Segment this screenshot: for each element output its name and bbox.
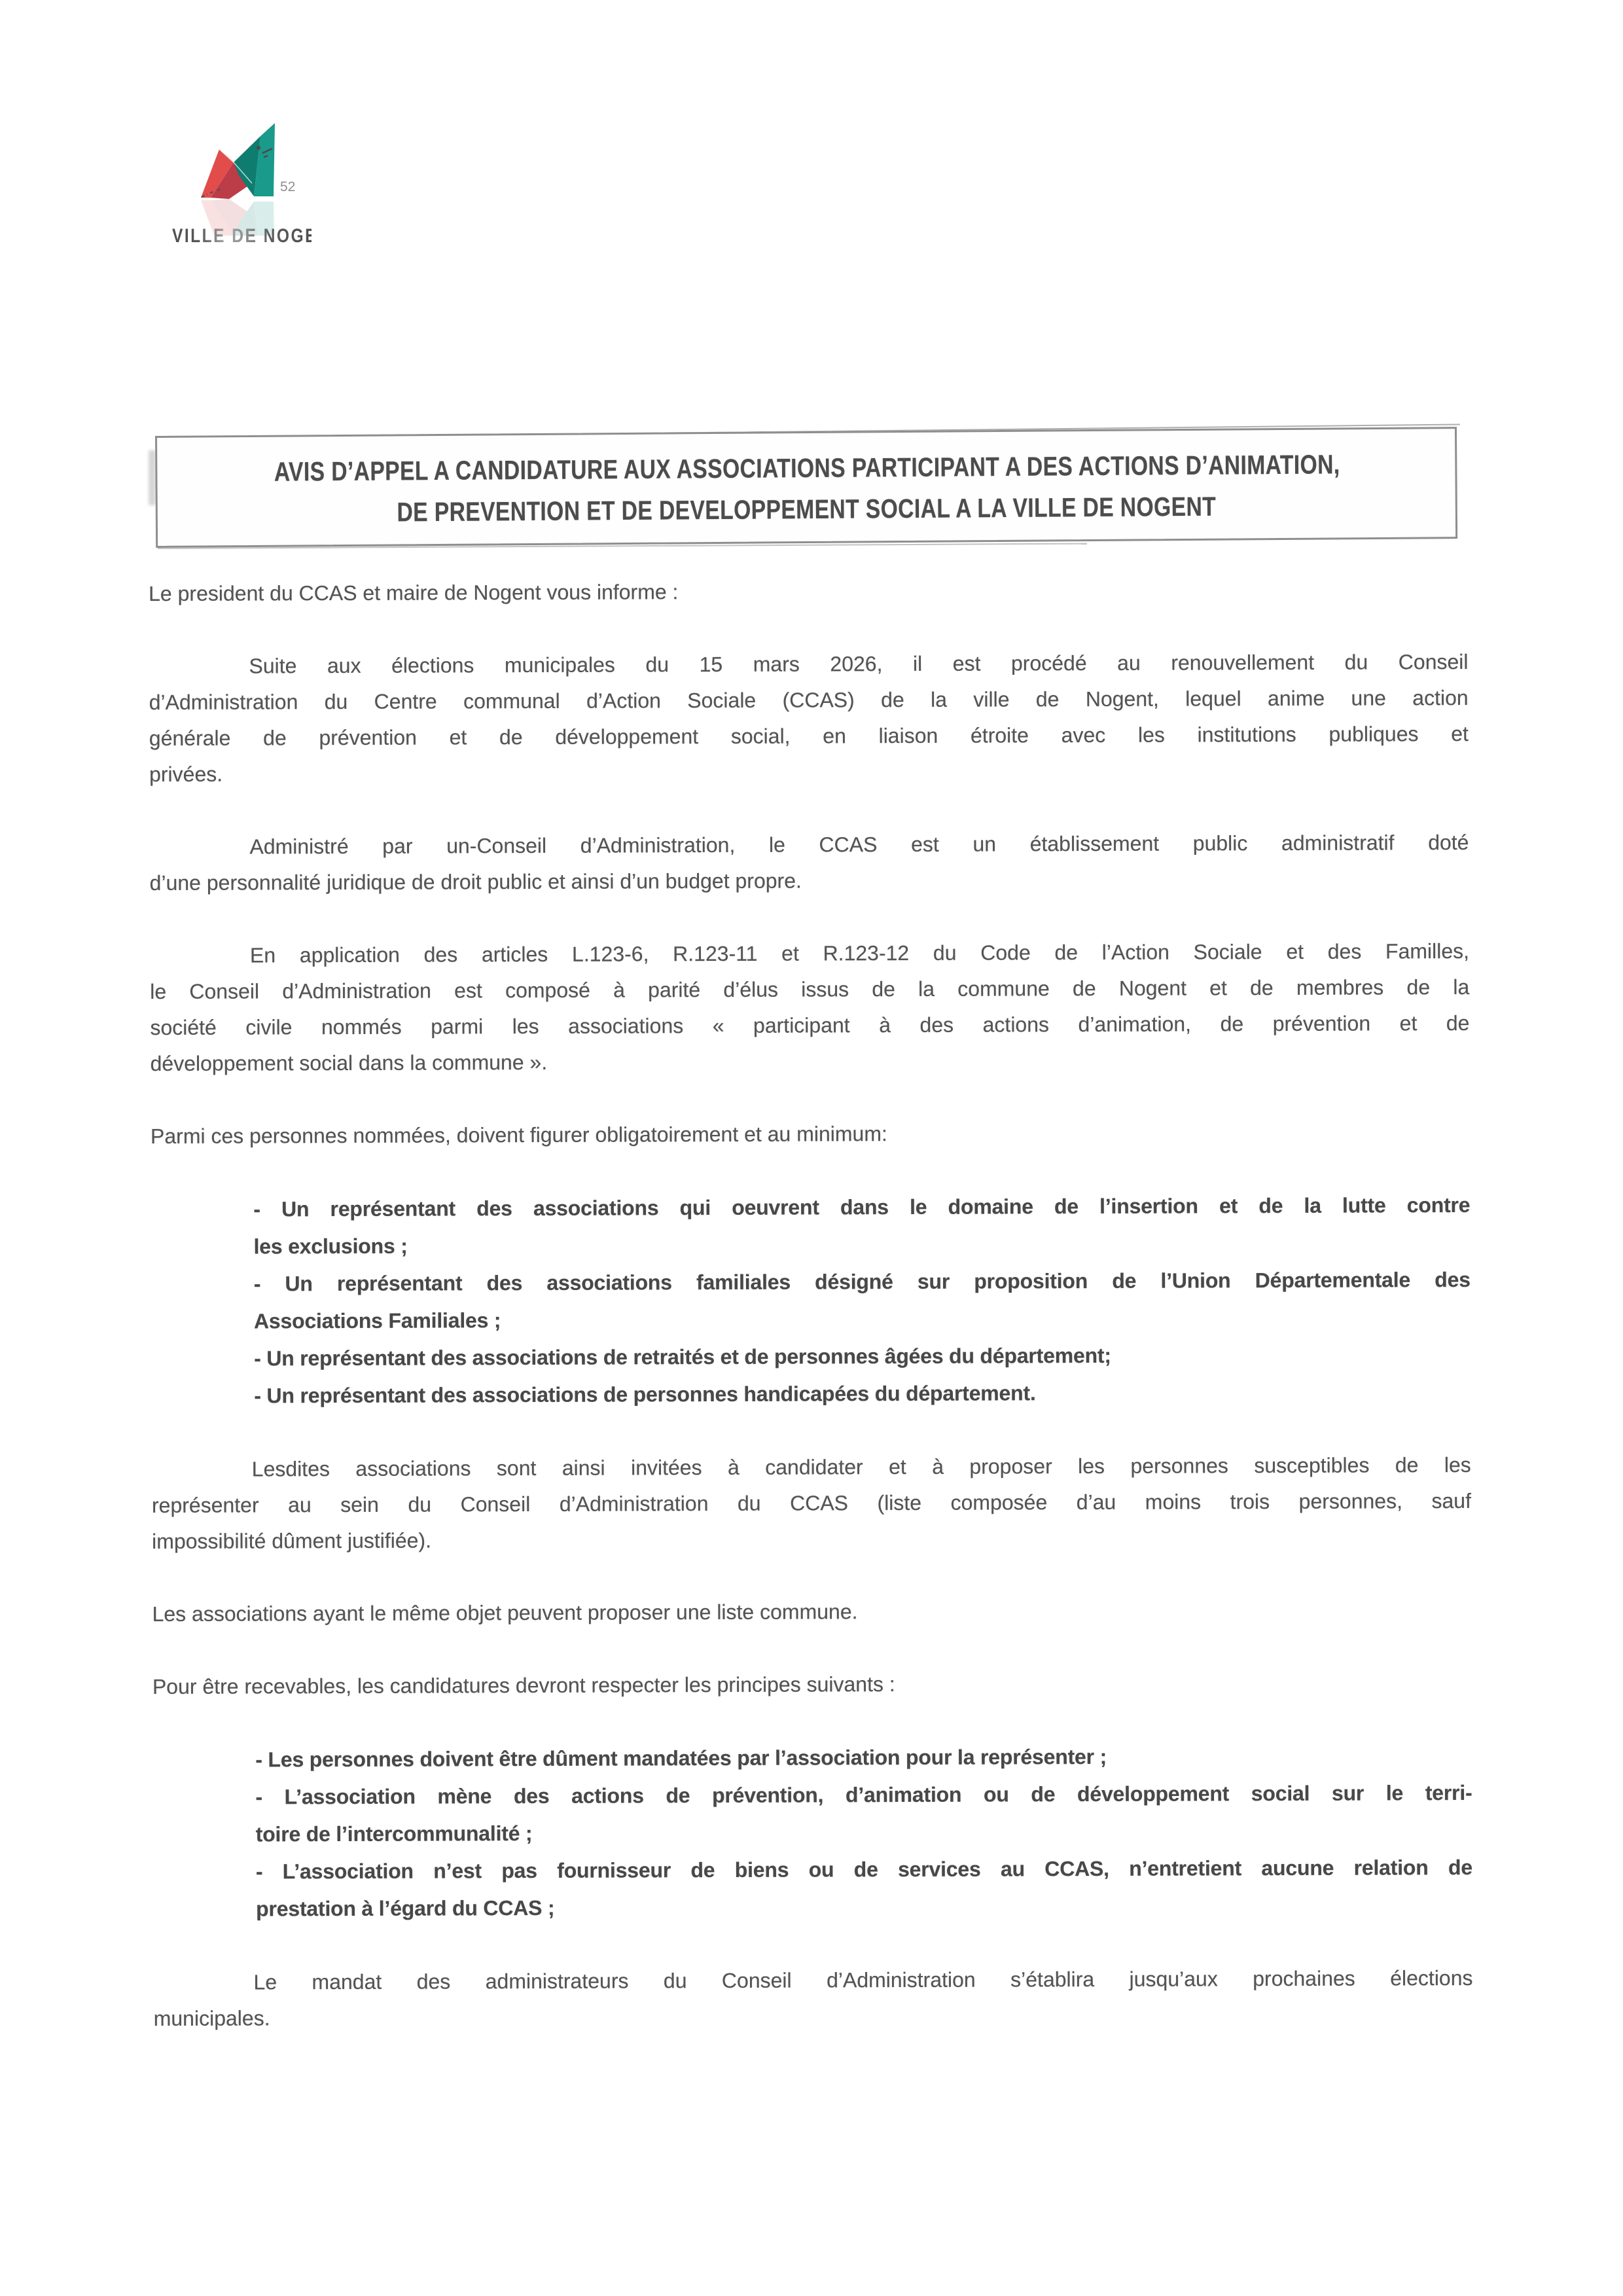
bullet-line: - Les personnes doivent être dûment mandatées par l’association pour la représenter ; [255, 1744, 1107, 1772]
text-line: Les associations ayant le même objet peuvent proposer une liste commune. [152, 1600, 858, 1626]
bullet-item [152, 1737, 1472, 1779]
bullet-item [151, 1187, 1470, 1266]
text-line: représenter au sein du Conseil d’Administration du CCAS (liste composée d’au moins trois personnes, sauf [151, 1488, 1472, 1517]
text-line: développement social dans la commune ». [150, 1050, 548, 1075]
paragraph [150, 933, 1470, 1082]
text-line: générale de prévention et de développement social, en liaison étroite avec les institutions publiques et [149, 721, 1469, 750]
paragraph [149, 825, 1469, 901]
bullet-line: - Un représentant des associations de retraités et de personnes âgées du département; [254, 1343, 1111, 1371]
text-line: d’une personnalité juridique de droit public et ainsi d’un budget propre. [149, 869, 802, 895]
text-block [152, 1664, 1472, 1705]
text-block [152, 1592, 1471, 1632]
text-line: le Conseil d’Administration est composé à parité d’élus issus de la commune de Nogent et de membres de la [150, 975, 1470, 1003]
text-line: Le president du CCAS et maire de Nogent vous informe : [149, 580, 679, 605]
bullet-line: toire de l’intercommunalité ; [255, 1821, 533, 1846]
document-title-line-1: AVIS D’APPEL A CANDIDATURE AUX ASSOCIATIONS PARTICIPANT A DES ACTIONS D’ANIMATION, [274, 449, 1340, 487]
document-title-line-2: DE PREVENTION ET DE DEVELOPPEMENT SOCIAL A LA VILLE DE NOGENT [397, 491, 1217, 528]
title-box [155, 427, 1457, 548]
logo-52-badge: 52 [280, 179, 296, 194]
text-line: municipales. [153, 2006, 270, 2030]
text-line: Le mandat des administrateurs du Conseil d’Administration s’établira jusqu’aux prochaines élections [253, 1965, 1473, 1994]
bullet-line: les exclusions ; [253, 1234, 408, 1259]
bullet-line: - Un représentant des associations qui oeuvrent dans le domaine de l’insertion et de la lutte contre [253, 1193, 1471, 1221]
text-line: Suite aux élections municipales du 15 mars 2026, il est procédé au renouvellement du Conseil [249, 649, 1469, 678]
text-line: En application des articles L.123-6, R.123-11 et R.123-12 du Code de l’Action Sociale et des Familles, [249, 939, 1470, 967]
bullet-line: - Un représentant des associations familiales désigné sur proposition de l’Union Départementale des [253, 1267, 1471, 1296]
bullet-group [151, 1187, 1471, 1415]
logo-caption: VILLE DE NOGENT [172, 225, 342, 247]
text-line: Pour être recevables, les candidatures devront respecter les principes suivants : [152, 1672, 895, 1698]
bullet-line: Associations Familiales ; [253, 1308, 501, 1333]
document-body [149, 571, 1473, 2073]
logo-bird-eye-icon [257, 146, 260, 150]
bullet-line: - Un représentant des associations de personnes handicapées du département. [254, 1381, 1036, 1408]
bullet-item [152, 1774, 1472, 1854]
bullet-line: prestation à l’égard du CCAS ; [256, 1895, 555, 1921]
bullet-line: - L’association mène des actions de prévention, d’animation ou de développement social sur le terri- [255, 1780, 1472, 1809]
bullet-item [151, 1373, 1471, 1415]
bullet-item [151, 1336, 1471, 1378]
paragraph [152, 1447, 1472, 1560]
text-line: impossibilité dûment justifiée). [152, 1528, 432, 1553]
bullet-group [152, 1737, 1472, 1928]
paragraph [149, 644, 1469, 793]
text-line: d’Administration du Centre communal d’Action Sociale (CCAS) de la ville de Nogent, lequel anime une action [149, 685, 1469, 714]
bullet-item [151, 1261, 1471, 1340]
text-line: Lesdites associations sont ainsi invitées à candidater et à proposer les personnes susceptibles de les [251, 1452, 1471, 1481]
text-line: privées. [149, 762, 223, 786]
text-line: Administré par un-Conseil d’Administration, le CCAS est un établissement public administratif doté [249, 830, 1469, 859]
text-line: Parmi ces personnes nommées, doivent figurer obligatoirement et au minimum: [150, 1122, 887, 1148]
bullet-line: - L’association n’est pas fournisseur de biens ou de services au CCAS, n’entretient aucune relation de [255, 1855, 1472, 1884]
paragraph [153, 1960, 1472, 2037]
bullet-item [153, 1849, 1472, 1928]
text-block [149, 571, 1468, 612]
text-line: société civile nommés parmi les associations « participant à des actions d’animation, de prévention et de [150, 1011, 1470, 1039]
text-block [151, 1114, 1470, 1155]
